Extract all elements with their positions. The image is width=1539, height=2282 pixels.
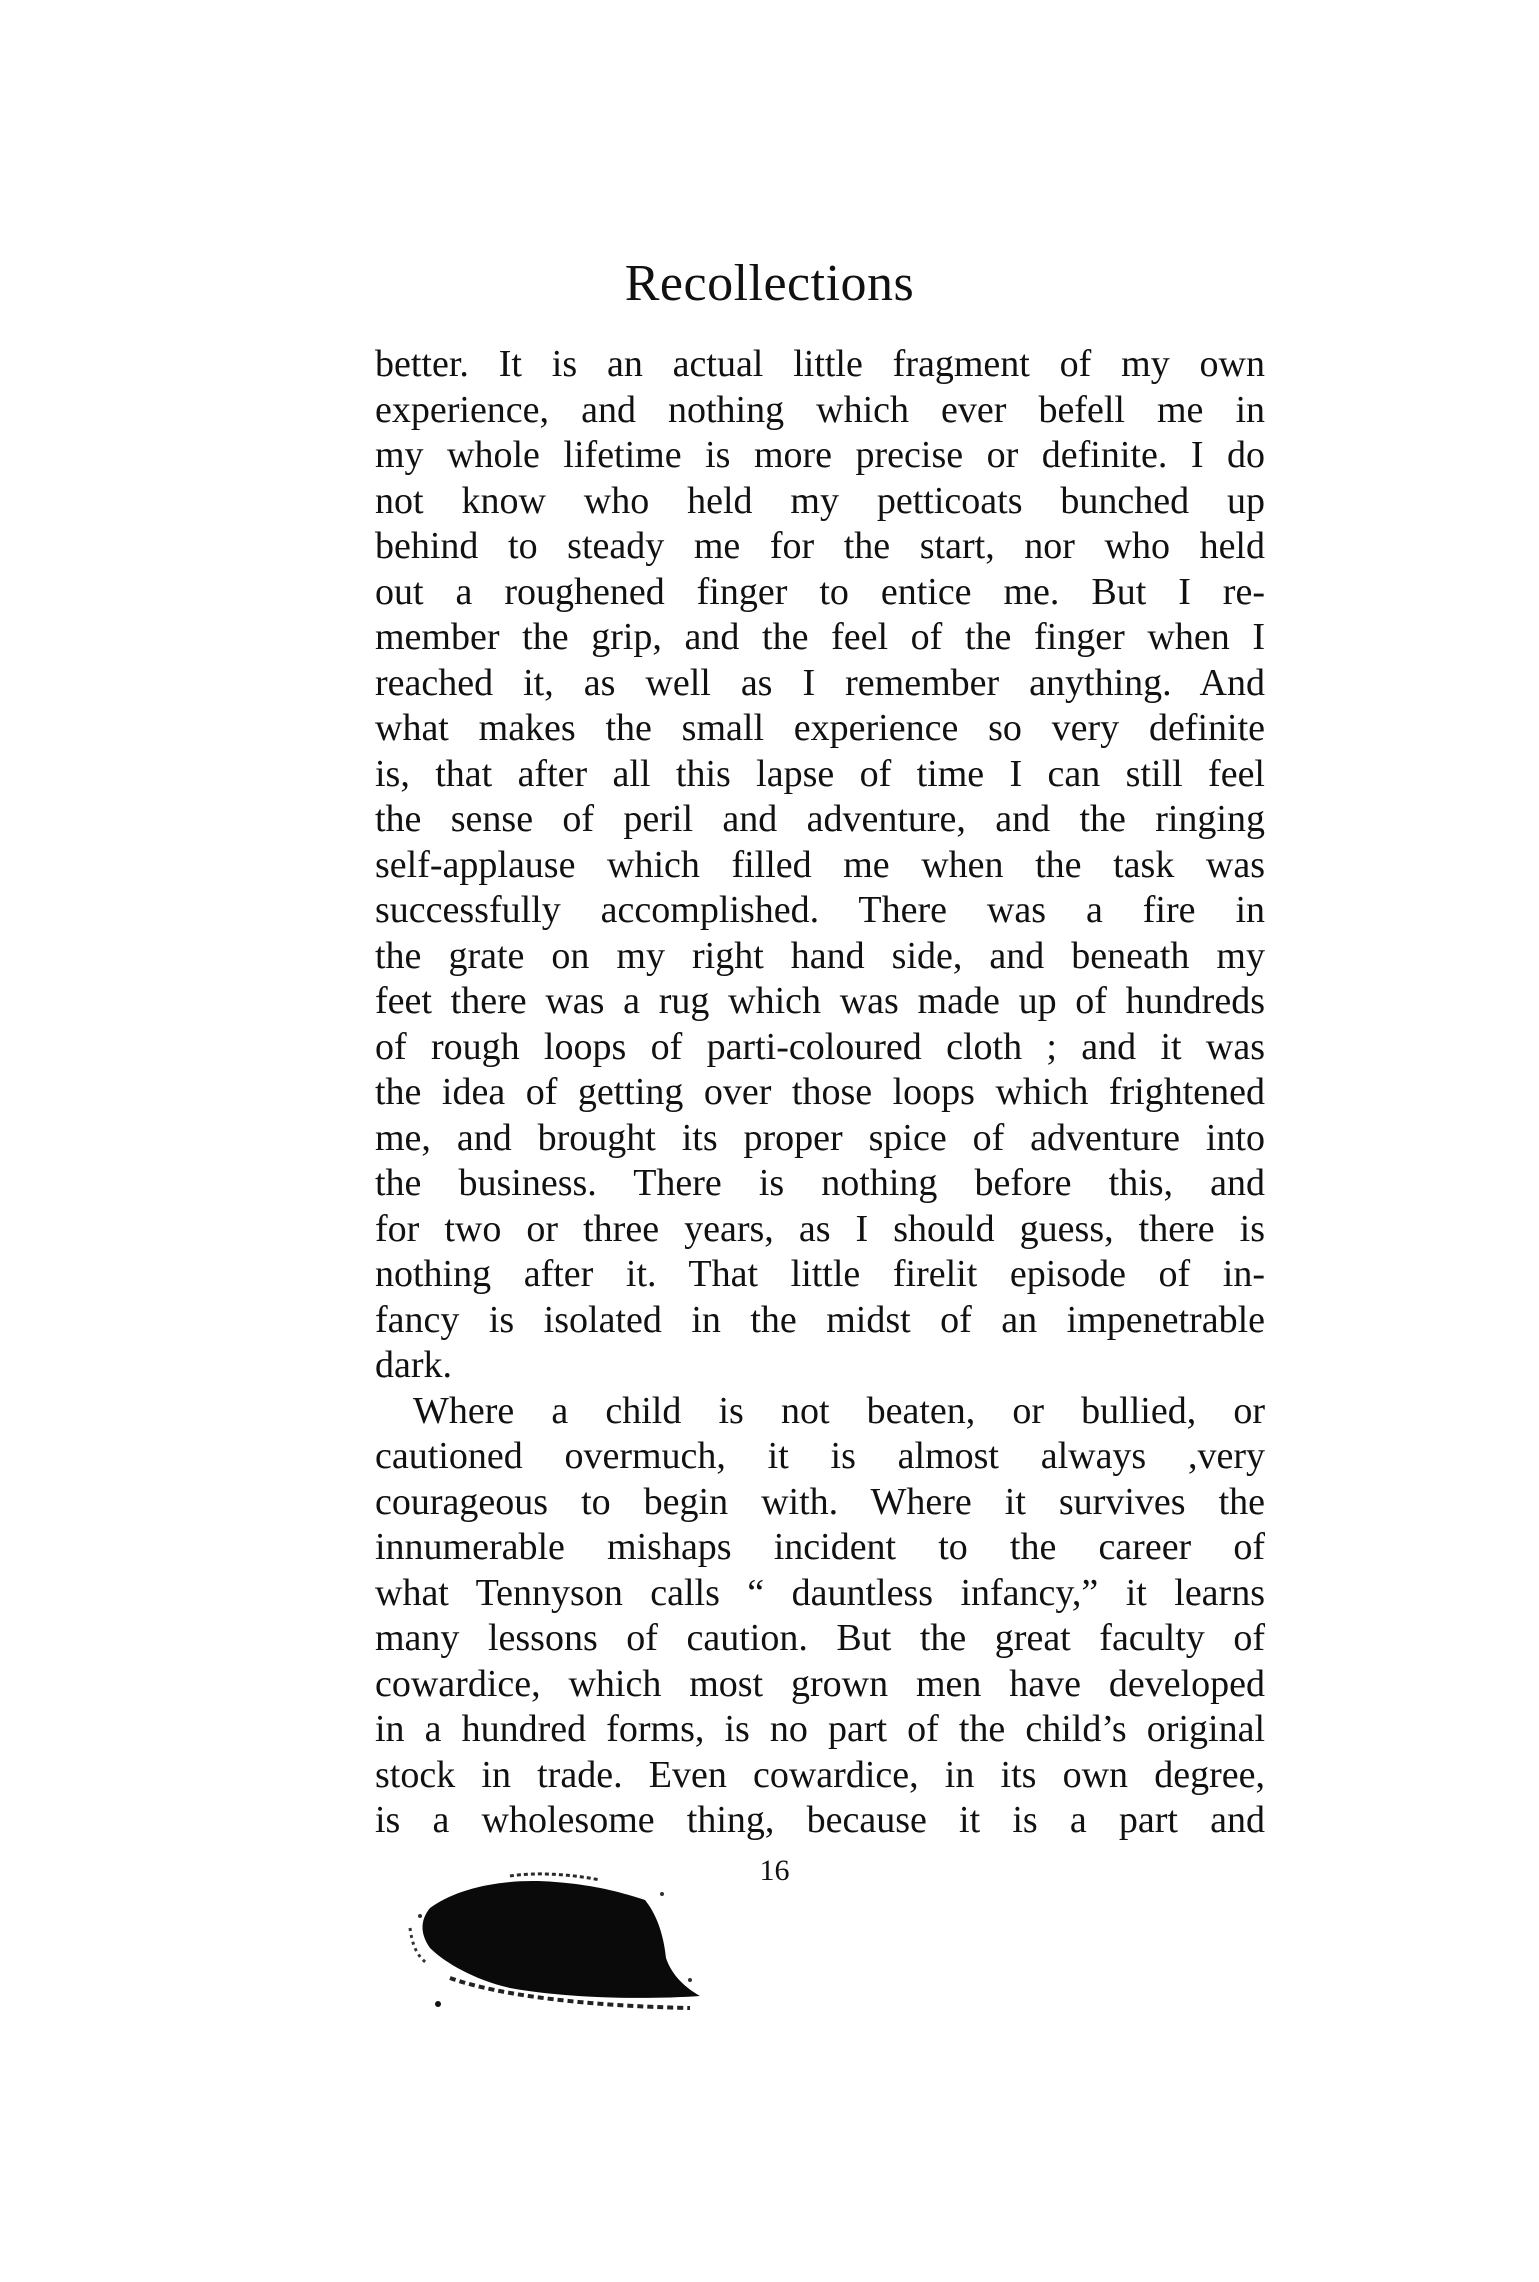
text-line: successfully accomplished. There was a fire in [375, 889, 1265, 931]
paragraph-2 [375, 1389, 1265, 1844]
text-line: dark. [375, 1344, 453, 1386]
text-line: cowardice, which most grown men have developed [375, 1662, 1265, 1705]
text-line: in a hundred forms, is no part of the child’s original [375, 1708, 1265, 1750]
text-line: the grate on my right hand side, and beneath my [375, 934, 1265, 977]
text-line: experience, and nothing which ever befell me in [375, 388, 1265, 431]
text-line: for two or three years, as I should guess, there is [375, 1207, 1265, 1250]
text-line: what makes the small experience so very definite [375, 707, 1265, 749]
text-line: what Tennyson calls “ dauntless infancy,” it learns [375, 1571, 1265, 1614]
text-line: of rough loops of parti-coloured cloth ; and it was [375, 1025, 1265, 1068]
text-line: is, that after all this lapse of time I can still feel [375, 752, 1265, 795]
text-line: Where a child is not beaten, or bullied, or [413, 1389, 1265, 1432]
body-text [375, 342, 1265, 1844]
text-line: the idea of getting over those loops which frightened [375, 1071, 1265, 1113]
running-head: Recollections [624, 255, 915, 312]
text-line: my whole lifetime is more precise or definite. I do [375, 434, 1265, 476]
text-line: the sense of peril and adventure, and the ringing [375, 798, 1265, 840]
text-line: behind to steady me for the start, nor who held [375, 525, 1265, 567]
page-number: 16 [759, 1854, 790, 1887]
text-line: better. It is an actual little fragment of my own [375, 343, 1265, 385]
text-line: the business. There is nothing before this, and [375, 1162, 1265, 1204]
text-line: cautioned overmuch, it is almost always ,very [375, 1435, 1265, 1477]
text-line: me, and brought its proper spice of adventure into [375, 1116, 1265, 1159]
text-line: not know who held my petticoats bunched up [375, 479, 1265, 522]
text-line: stock in trade. Even cowardice, in its own degree, [375, 1753, 1265, 1796]
paragraph-1 [375, 342, 1265, 1389]
text-line: courageous to begin with. Where it survives the [375, 1480, 1265, 1523]
text-line: self-applause which filled me when the task was [375, 843, 1265, 886]
text-line: nothing after it. That little firelit episode of in- [375, 1253, 1265, 1295]
text-line: many lessons of caution. But the great faculty of [375, 1617, 1265, 1659]
text-line: reached it, as well as I remember anything. And [375, 661, 1265, 704]
text-line: fancy is isolated in the midst of an impenetrable [375, 1298, 1265, 1341]
text-line: out a roughened finger to entice me. But I re- [375, 570, 1265, 613]
ink-blot-mark [390, 1868, 720, 2018]
text-line: is a wholesome thing, because it is a part and [375, 1799, 1265, 1841]
text-line: innumerable mishaps incident to the career of [375, 1526, 1265, 1568]
text-line: feet there was a rug which was made up of hundreds [375, 980, 1265, 1022]
text-line: member the grip, and the feel of the finger when I [375, 616, 1265, 658]
